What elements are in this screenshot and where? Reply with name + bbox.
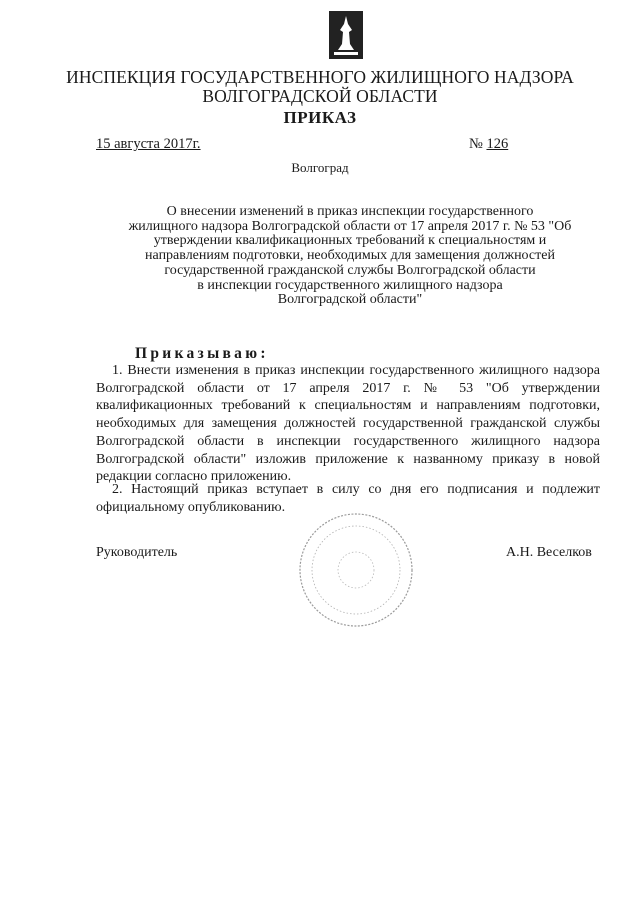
document-type-title: ПРИКАЗ: [283, 108, 357, 127]
subject-line: государственной гражданской службы Волгоградской области: [164, 262, 536, 278]
coat-of-arms-emblem: [328, 10, 364, 60]
order-directive-heading: Приказываю:: [135, 345, 269, 362]
order-date: 15 августа 2017г.: [96, 136, 201, 152]
signer-name: А.Н. Веселков: [506, 545, 592, 560]
subject-line: в инспекции государственного жилищного надзора: [197, 277, 503, 293]
official-seal-stamp: [296, 510, 416, 630]
order-number-prefix: №: [469, 136, 483, 152]
subject-line: Волгоградской области": [277, 292, 423, 308]
order-subject: [100, 205, 600, 308]
subject-line: жилищного надзора Волгоградской области от 17 апреля 2017 г. № 53 "Об: [128, 218, 572, 234]
subject-line: О внесении изменений в приказ инспекции государственного: [166, 204, 534, 219]
org-name-line1: ИНСПЕКЦИЯ ГОСУДАРСТВЕННОГО ЖИЛИЩНОГО НАДЗОРА: [66, 67, 574, 87]
order-paragraph-2: 2. Настоящий приказ вступает в силу со дня его подписания и подлежит официальному опубликованию.: [96, 482, 600, 515]
order-number: [469, 136, 508, 153]
signer-role: Руководитель: [96, 545, 178, 560]
order-number-value: 126: [486, 136, 509, 152]
order-paragraph-1: 1. Внести изменения в приказ инспекции государственного жилищного надзора Волгоградской области от 17 апреля 2017 г. № 53 "Об утверждении квалификационных требований к специальностям и направлениям подготовки, необходимых для замещения должностей государственной гражданской службы Волгоградской области в инспекции государственного жилищного надзора Волгоградской области" изложив приложение к названному приказу в новой редакции согласно приложению.: [96, 363, 600, 485]
org-name-line2: ВОЛГОГРАДСКОЙ ОБЛАСТИ: [202, 86, 438, 106]
subject-line: направлениям подготовки, необходимых для замещения должностей: [145, 248, 555, 264]
subject-line: утверждении квалификационных требований к специальностям и: [153, 233, 547, 249]
city-name: Волгоград: [291, 160, 349, 175]
